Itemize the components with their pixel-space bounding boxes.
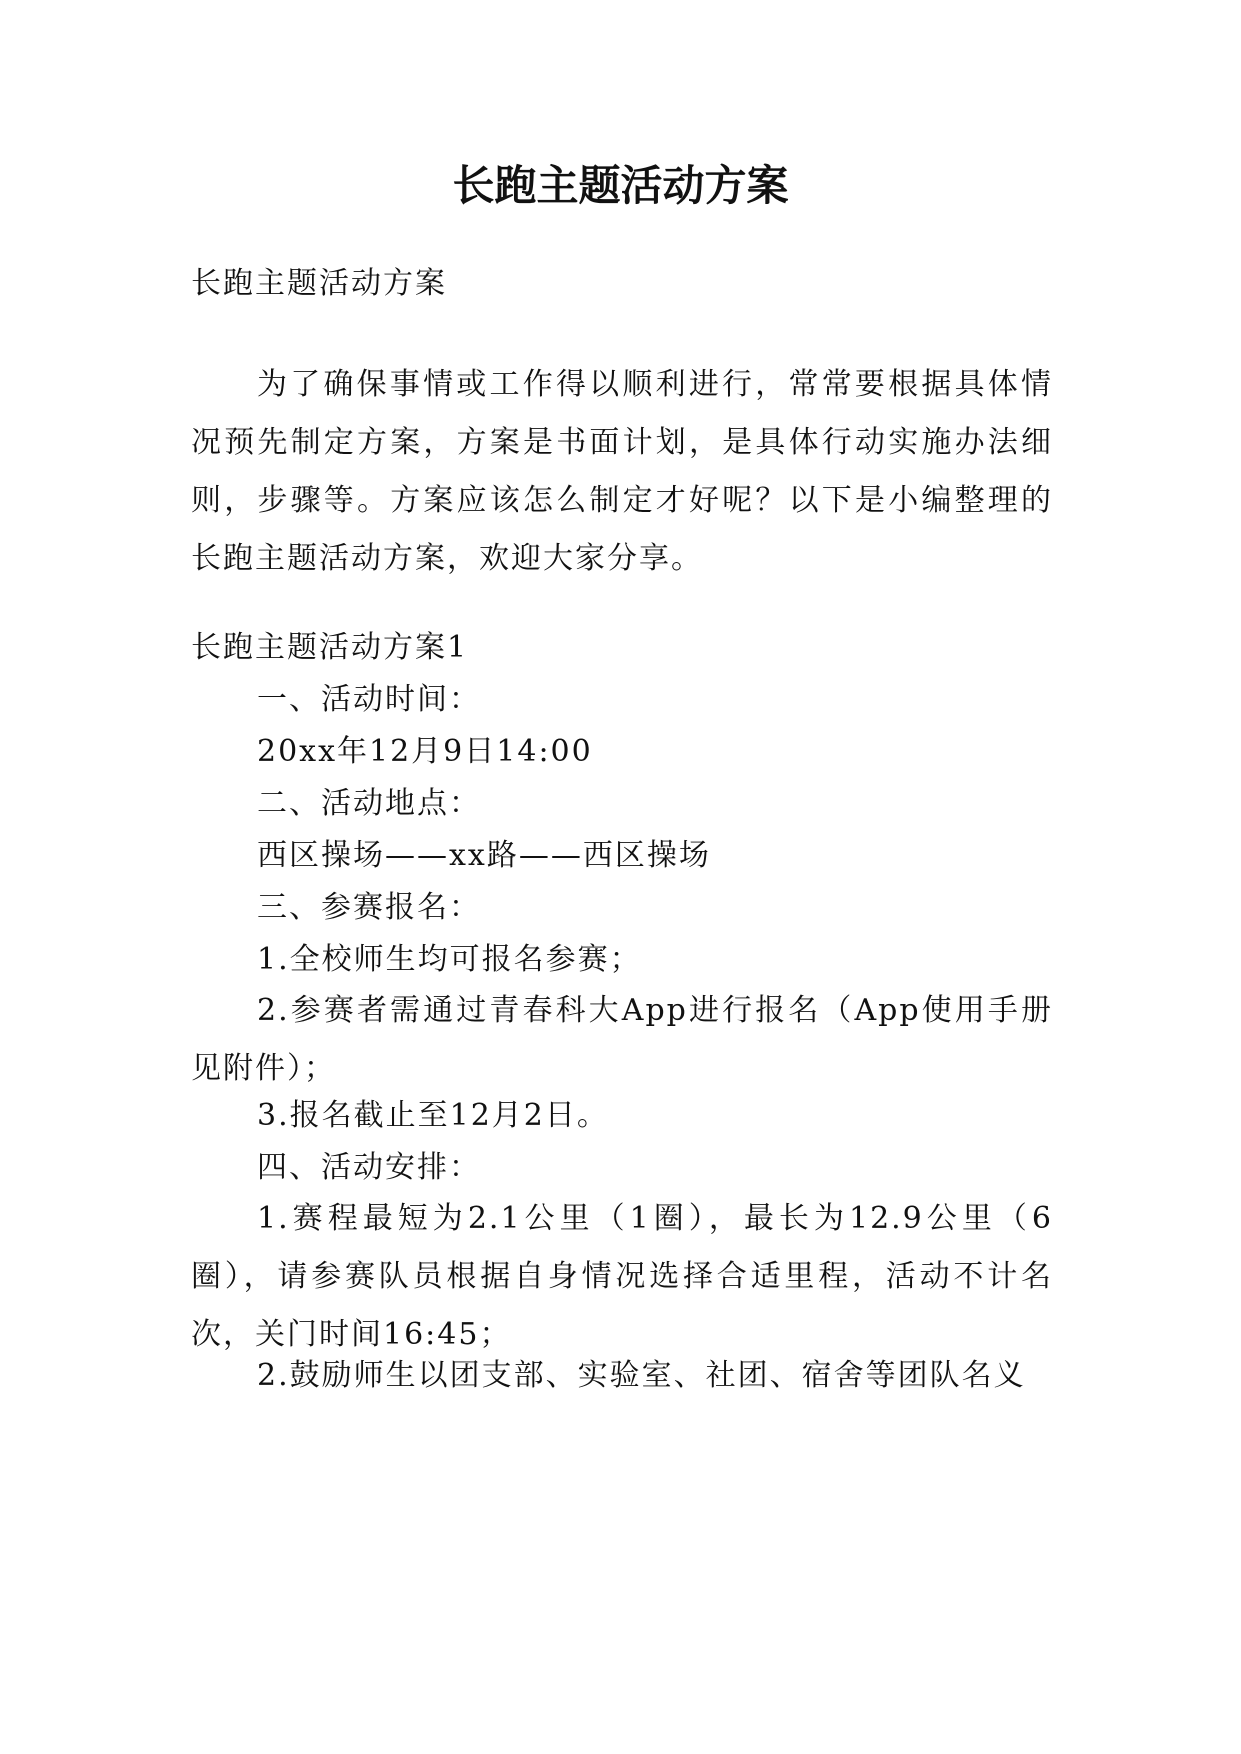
arrangement-heading: 四、活动安排： xyxy=(257,1150,481,1185)
section-heading: 长跑主题活动方案1 xyxy=(191,630,469,665)
signup-item-3: 3.报名截止至12月2日。 xyxy=(257,1098,609,1133)
document-subtitle: 长跑主题活动方案 xyxy=(191,266,447,301)
time-value: 20xx年12月9日14:00 xyxy=(257,734,593,769)
signup-item-2: 2.参赛者需通过青春科大App进行报名（App使用手册见附件）； xyxy=(191,993,1053,1086)
signup-item-1: 1.全校师生均可报名参赛； xyxy=(257,942,642,977)
arrangement-item-1: 1.赛程最短为2.1公里（1圈），最长为12.9公里（6圈），请参赛队员根据自身情况选择合适里程，活动不计名次，关门时间16:45； xyxy=(191,1201,1053,1352)
time-heading: 一、活动时间： xyxy=(257,682,481,717)
place-heading: 二、活动地点： xyxy=(257,786,481,821)
signup-heading: 三、参赛报名： xyxy=(257,890,481,925)
arrangement-item-2: 2.鼓励师生以团支部、实验室、社团、宿舍等团队名义 xyxy=(257,1358,1026,1393)
place-value: 西区操场——xx路——西区操场 xyxy=(257,838,711,873)
intro-paragraph: 为了确保事情或工作得以顺利进行，常常要根据具体情况预先制定方案，方案是书面计划，是具体行动实施办法细则，步骤等。方案应该怎么制定才好呢？以下是小编整理的长跑主题活动方案，欢迎大家分享。 xyxy=(191,367,1053,576)
document-title: 长跑主题活动方案 xyxy=(452,161,789,210)
